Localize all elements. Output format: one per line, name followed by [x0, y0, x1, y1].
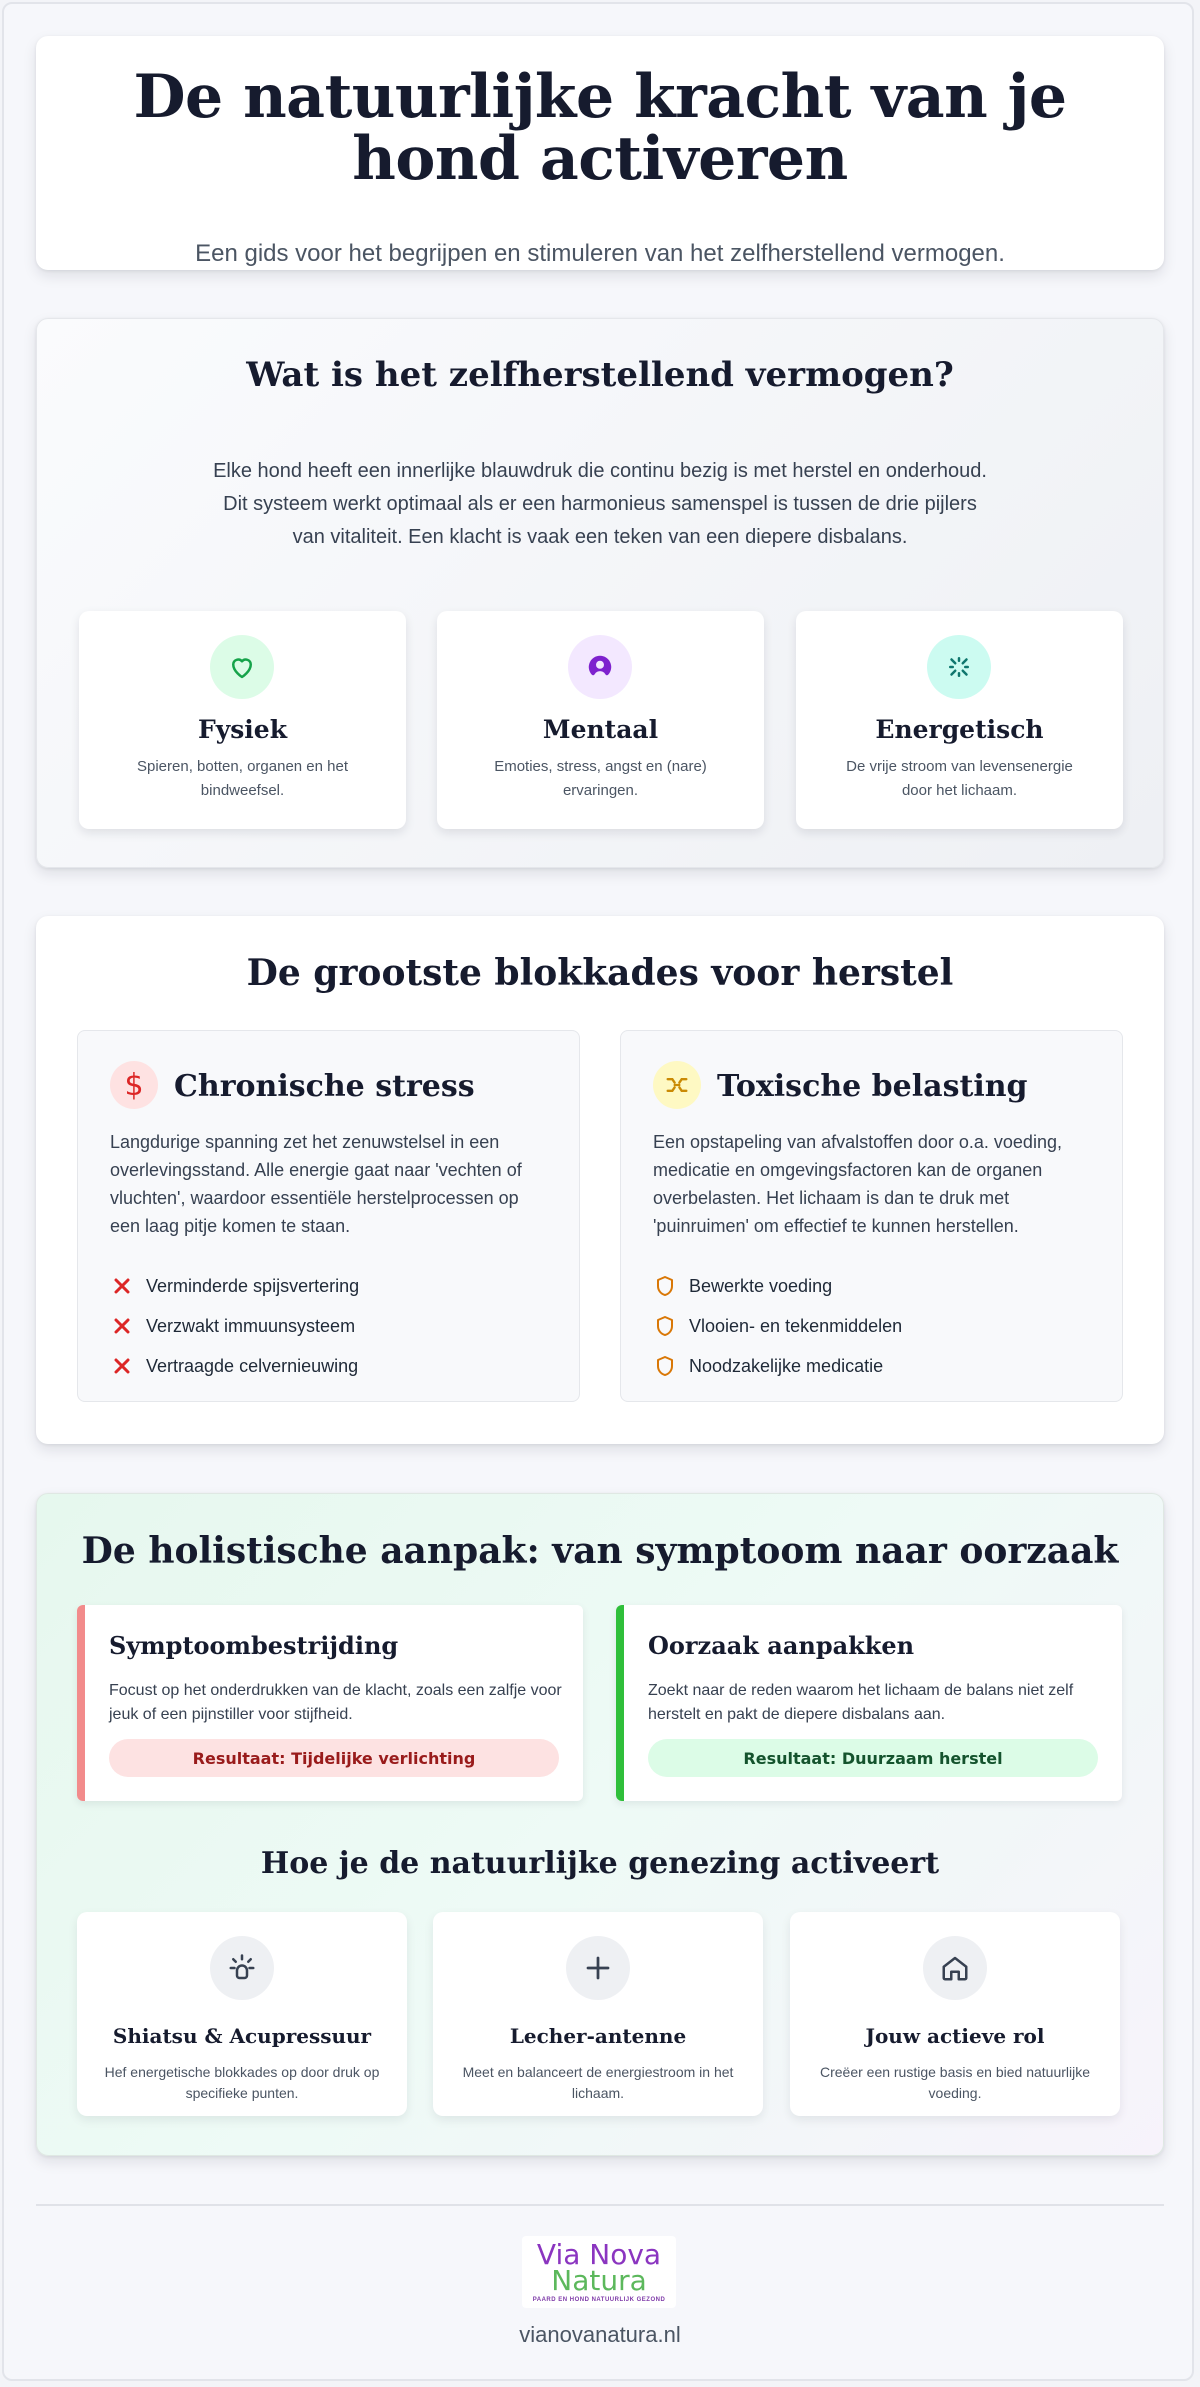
section-intro: Elke hond heeft een innerlijke blauwdruk die continu bezig is met herstel en onderhoud. Dit systeem werkt optimaal als er een harmonieus samenspel is tussen de drie pijlers van vitaliteit. Een klacht is vaak een teken van een diepere disbalans.	[213, 460, 987, 548]
shield-icon	[653, 1314, 677, 1338]
approach-card-cause	[616, 1605, 1122, 1801]
pillar-text: Emoties, stress, angst en (nare) ervaringen.	[494, 758, 707, 799]
result-badge: Resultaat: Tijdelijke verlichting	[109, 1739, 559, 1777]
page-subtitle: Een gids voor het begrijpen en stimuleren van het zelfherstellend vermogen.	[195, 240, 1005, 267]
page-title: De natuurlijke kracht van je hond activeren	[133, 62, 1067, 194]
method-card-active-role	[790, 1912, 1120, 2116]
method-title: Shiatsu & Acupressuur	[112, 2024, 372, 2048]
blockade-card-stress	[77, 1030, 580, 1402]
pillar-text: Spieren, botten, organen en het bindweefsel.	[137, 758, 348, 799]
shield-icon	[653, 1354, 677, 1378]
blockade-text: Een opstapeling van afvalstoffen door o.a. voeding, medicatie en omgevingsfactoren kan de organen overbelasten. Het lichaam is dan te druk met 'puinruimen' om effectief te kunnen herstellen.	[653, 1132, 1062, 1236]
blockade-title: Toxische belasting	[717, 1069, 1028, 1104]
method-text: Hef energetische blokkades op door druk op specifieke punten.	[104, 2064, 380, 2101]
approach-text: Focust op het onderdrukken van de klacht, zoals een zalfje voor jeuk of een pijnstiller voor stijfheid.	[109, 1682, 562, 1723]
method-card-shiatsu	[77, 1912, 407, 2116]
approach-card-symptom	[77, 1605, 583, 1801]
heart-icon	[210, 635, 274, 699]
section-heading: Wat is het zelfherstellend vermogen?	[246, 355, 954, 395]
method-card-lecher	[433, 1912, 763, 2116]
list-item	[653, 1266, 902, 1306]
pillar-card-fysiek	[79, 611, 406, 829]
pillars-section	[36, 318, 1164, 868]
list-item-label: Vlooien- en tekenmiddelen	[689, 1315, 903, 1336]
blockade-title: Chronische stress	[174, 1069, 475, 1104]
list-item-label: Verminderde spijsvertering	[146, 1275, 360, 1296]
method-title: Lecher-antenne	[509, 2024, 687, 2048]
brand-logo[interactable]	[522, 2236, 676, 2308]
pillar-title: Mentaal	[542, 715, 659, 744]
blockades-section	[36, 916, 1164, 1444]
website-link[interactable]: vianovanatura.nl	[519, 2322, 681, 2347]
list-item-label: Bewerkte voeding	[689, 1275, 833, 1296]
shield-icon	[653, 1274, 677, 1298]
accent-bar	[616, 1605, 624, 1801]
list-item	[110, 1266, 359, 1306]
list-item-label: Noodzakelijke medicatie	[689, 1355, 884, 1376]
holistic-section	[36, 1493, 1164, 2156]
result-badge: Resultaat: Duurzaam herstel	[648, 1739, 1098, 1777]
hand-pressure-icon	[210, 1936, 274, 2000]
energy-icon	[927, 635, 991, 699]
method-text: Meet en balanceert de energiestroom in het lichaam.	[462, 2064, 734, 2101]
dollar-icon: $	[110, 1061, 158, 1109]
list-item	[110, 1306, 359, 1346]
logo-tagline: PAARD EN HOND NATUURLIJK GEZOND	[532, 2297, 666, 2303]
sources-list	[653, 1266, 902, 1386]
section-heading: De holistische aanpak: van symptoom naar oorzaak	[81, 1530, 1119, 1572]
brain-icon	[568, 635, 632, 699]
home-icon	[923, 1936, 987, 2000]
toxin-icon	[653, 1061, 701, 1109]
effects-list	[110, 1266, 359, 1386]
accent-bar	[77, 1605, 85, 1801]
pillar-title: Fysiek	[197, 715, 288, 744]
close-icon	[110, 1274, 134, 1298]
pillar-card-energetisch	[796, 611, 1123, 829]
approach-title: Oorzaak aanpakken	[648, 1631, 915, 1660]
list-item-label: Vertraagde celvernieuwing	[146, 1355, 359, 1376]
footer-divider	[36, 2204, 1164, 2206]
pillar-card-mentaal	[437, 611, 764, 829]
close-icon	[110, 1354, 134, 1378]
blockade-text: Langdurige spanning zet het zenuwstelsel in een overlevingsstand. Alle energie gaat naar 'vechten of vluchten', waardoor essentiële herstelprocessen op een laag pitje komen te staan.	[110, 1132, 522, 1236]
pillar-text: De vrije stroom van levensenergie door het lichaam.	[846, 758, 1073, 799]
subsection-heading: Hoe je de natuurlijke genezing activeert	[260, 1846, 940, 1881]
logo-line-2: Natura	[551, 2264, 647, 2297]
approach-title: Symptoombestrijding	[109, 1631, 399, 1660]
list-item	[653, 1306, 902, 1346]
list-item	[653, 1346, 902, 1386]
list-item-label: Verzwakt immuunsysteem	[146, 1315, 356, 1336]
plus-icon	[566, 1936, 630, 2000]
approach-text: Zoekt naar de reden waarom het lichaam de balans niet zelf herstelt en pakt de diepere disbalans aan.	[648, 1682, 1074, 1723]
close-icon	[110, 1314, 134, 1338]
section-heading: De grootste blokkades voor herstel	[246, 952, 954, 994]
list-item	[110, 1346, 359, 1386]
pillar-title: Energetisch	[875, 715, 1044, 744]
method-title: Jouw actieve rol	[865, 2024, 1045, 2048]
logo-line-1: Via Nova	[536, 2238, 662, 2271]
method-text: Creëer een rustige basis en bied natuurlijke voeding.	[819, 2064, 1091, 2101]
blockade-card-toxic	[620, 1030, 1123, 1402]
header-card	[36, 36, 1164, 270]
